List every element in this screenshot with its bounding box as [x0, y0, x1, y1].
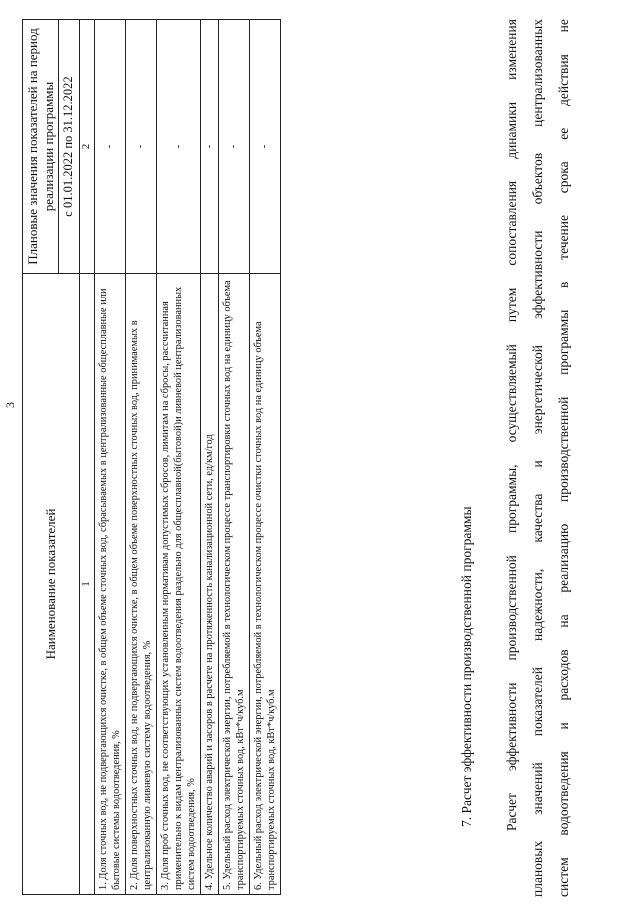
table-row	[156, 20, 200, 895]
table-row	[218, 20, 249, 895]
indicator-value: -	[94, 20, 125, 274]
paragraph-word: действия	[556, 54, 571, 106]
paragraph-word: показателей	[530, 667, 545, 737]
paragraph-word: программы,	[504, 464, 519, 534]
paragraph-word: изменения	[504, 19, 519, 80]
indicator-value: -	[200, 20, 218, 274]
paragraph-word: централизованных	[530, 19, 545, 127]
indicator-name: 2. Доля поверхностных сточных вод, не подвергающихся очистке, в общем объеме поверхностных сточных вод, принимаемых в централизованную ливневую систему водоотведения, %	[125, 274, 156, 895]
paragraph-word: значений	[530, 762, 545, 815]
table-row	[249, 20, 280, 895]
paragraph-word: и	[530, 460, 545, 468]
paragraph-word: реализацию	[556, 523, 571, 593]
page-number: 3	[3, 402, 17, 408]
paragraph-word: Расчет	[504, 793, 519, 831]
paragraph-word: динамики	[504, 101, 519, 159]
table-row	[200, 20, 218, 895]
paragraph-word: производственной	[504, 555, 519, 661]
table-row	[125, 20, 156, 895]
paragraph-word: систем	[556, 857, 571, 897]
paragraph-word: надежности,	[530, 568, 545, 641]
paragraph-word: ее	[556, 127, 571, 140]
paragraph-word: течение	[556, 215, 571, 260]
column-number-2: 2	[79, 20, 94, 274]
paragraph-word: производственной	[556, 396, 571, 503]
paragraph-word: срока	[556, 161, 571, 194]
paragraph-word: на	[556, 614, 571, 628]
section-title: 7. Расчет эффективности производственной программы	[459, 506, 474, 827]
indicators-table	[22, 19, 281, 895]
indicator-value: -	[249, 20, 280, 274]
indicator-value: -	[156, 20, 200, 274]
paragraph-line	[504, 19, 520, 831]
paragraph-word: программы	[556, 309, 571, 375]
indicator-name: 3. Доля проб сточных вод, не соответствующих установленным нормативам допустимых сбросов, лимитам на сбросы, рассчитанная применительно к видам централизованных систем водоотведения раздельно для общесплавной(бытовой)и ливневой централизованных систем водоотведения, %	[156, 274, 200, 895]
header-planned-values: Плановые значения показателей на период реализации программы	[23, 20, 59, 274]
indicator-name: 6. Удельный расход электрической энергии, потребляемой в технологическом процессе очистки сточных вод на единицу объема транспортируемых сточных вод, кВт*ч/куб.м	[249, 274, 280, 895]
indicator-value: -	[218, 20, 249, 274]
paragraph-word: плановых	[530, 840, 545, 897]
paragraph-word: водоотведения	[556, 751, 571, 836]
paragraph-word: объектов	[530, 152, 545, 205]
header-period: с 01.01.2022 по 31.12.2022	[59, 20, 80, 274]
table-row	[94, 20, 125, 895]
indicator-name: 4. Удельное количество аварий и засоров в расчете на протяженность канализационной сети, ед/км/год	[200, 274, 218, 895]
indicator-value: -	[125, 20, 156, 274]
paragraph-word: путем	[504, 287, 519, 323]
paragraph-word: эффективности	[504, 682, 519, 772]
paragraph-word: осуществляемый	[504, 344, 519, 443]
table-header-row	[23, 20, 59, 895]
column-number-1: 1	[79, 274, 94, 895]
paragraph-word: не	[556, 19, 571, 33]
paragraph-line	[556, 19, 572, 897]
paragraph-word: качества	[530, 493, 545, 543]
paragraph-word: расходов	[556, 649, 571, 701]
header-indicator-name: Наименование показателей	[23, 274, 80, 895]
paragraph-word: эффективности	[530, 230, 545, 319]
paragraph-line	[530, 19, 546, 897]
table-column-number-row	[79, 20, 94, 895]
paragraph-word: в	[556, 281, 571, 288]
indicator-name: 5. Удельный расход электрической энергии, потребляемой в технологическом процессе транспортировки сточных вод на единицу объема транспортируемых сточных вод, кВт*ч/куб.м	[218, 274, 249, 895]
paragraph-word: сопоставления	[504, 180, 519, 266]
paragraph-word: и	[556, 722, 571, 730]
paragraph-word: энергетической	[530, 345, 545, 435]
indicator-name: 1. Доля сточных вод, не подвергающихся очистке, в общем объеме сточных вод, сбрасываемых в централизованные общесплавные или бытовые системы водоотведения, %	[94, 274, 125, 895]
